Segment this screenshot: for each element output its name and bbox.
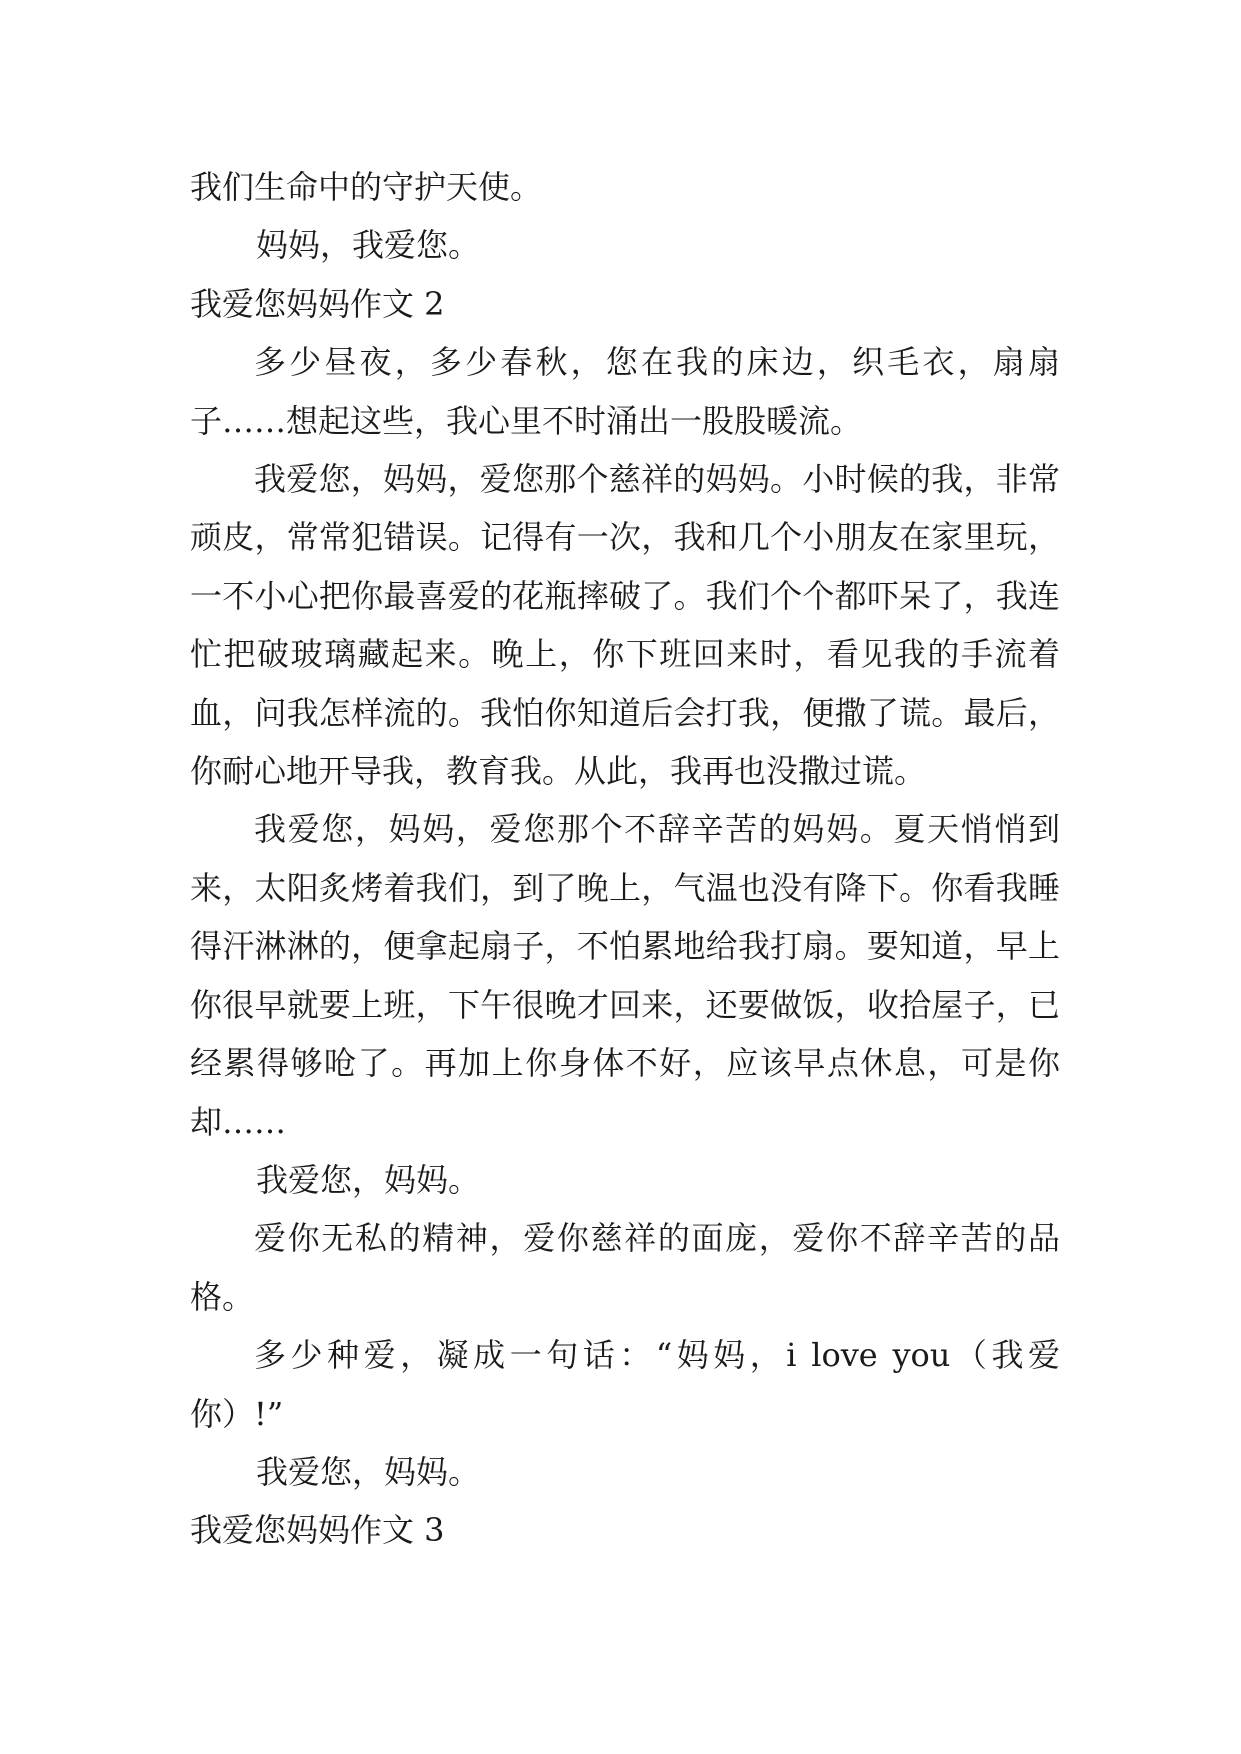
continuation-line: 我们生命中的守护天使。	[190, 168, 543, 206]
essay2-paragraph-1: 多少昼夜，多少春秋，您在我的床边，织毛衣，扇扇子……想起这些，我心里不时涌出一股股暖流。	[190, 343, 1060, 440]
document-body	[190, 158, 1060, 1560]
essay2-paragraph-6: 多少种爱，凝成一句话：“妈妈，i love you（我爱你）!”	[190, 1336, 1060, 1433]
essay2-heading: 我爱您妈妈作文 2	[190, 284, 445, 323]
essay2-paragraph-5: 爱你无私的精神，爱你慈祥的面庞，爱你不辞辛苦的品格。	[190, 1219, 1060, 1316]
essay1-closing: 妈妈，我爱您。	[256, 226, 481, 265]
essay3-heading: 我爱您妈妈作文 3	[190, 1511, 445, 1550]
essay2-paragraph-4: 我爱您，妈妈。	[256, 1160, 481, 1199]
essay2-paragraph-2: 我爱您，妈妈，爱您那个慈祥的妈妈。小时候的我，非常顽皮，常常犯错误。记得有一次，我和几个小朋友在家里玩，一不小心把你最喜爱的花瓶摔破了。我们个个都吓呆了，我连忙把破玻璃藏起来。晚上，你下班回来时，看见我的手流着血，问我怎样流的。我怕你知道后会打我，便撒了谎。最后，你耐心地开导我，教育我。从此，我再也没撒过谎。	[190, 460, 1060, 791]
essay2-paragraph-7: 我爱您，妈妈。	[256, 1452, 481, 1491]
essay2-paragraph-3: 我爱您，妈妈，爱您那个不辞辛苦的妈妈。夏天悄悄到来，太阳炙烤着我们，到了晚上，气温也没有降下。你看我睡得汗淋淋的，便拿起扇子，不怕累地给我打扇。要知道，早上你很早就要上班，下午很晚才回来，还要做饭，收拾屋子，已经累得够呛了。再加上你身体不好，应该早点休息，可是你却……	[190, 810, 1060, 1141]
